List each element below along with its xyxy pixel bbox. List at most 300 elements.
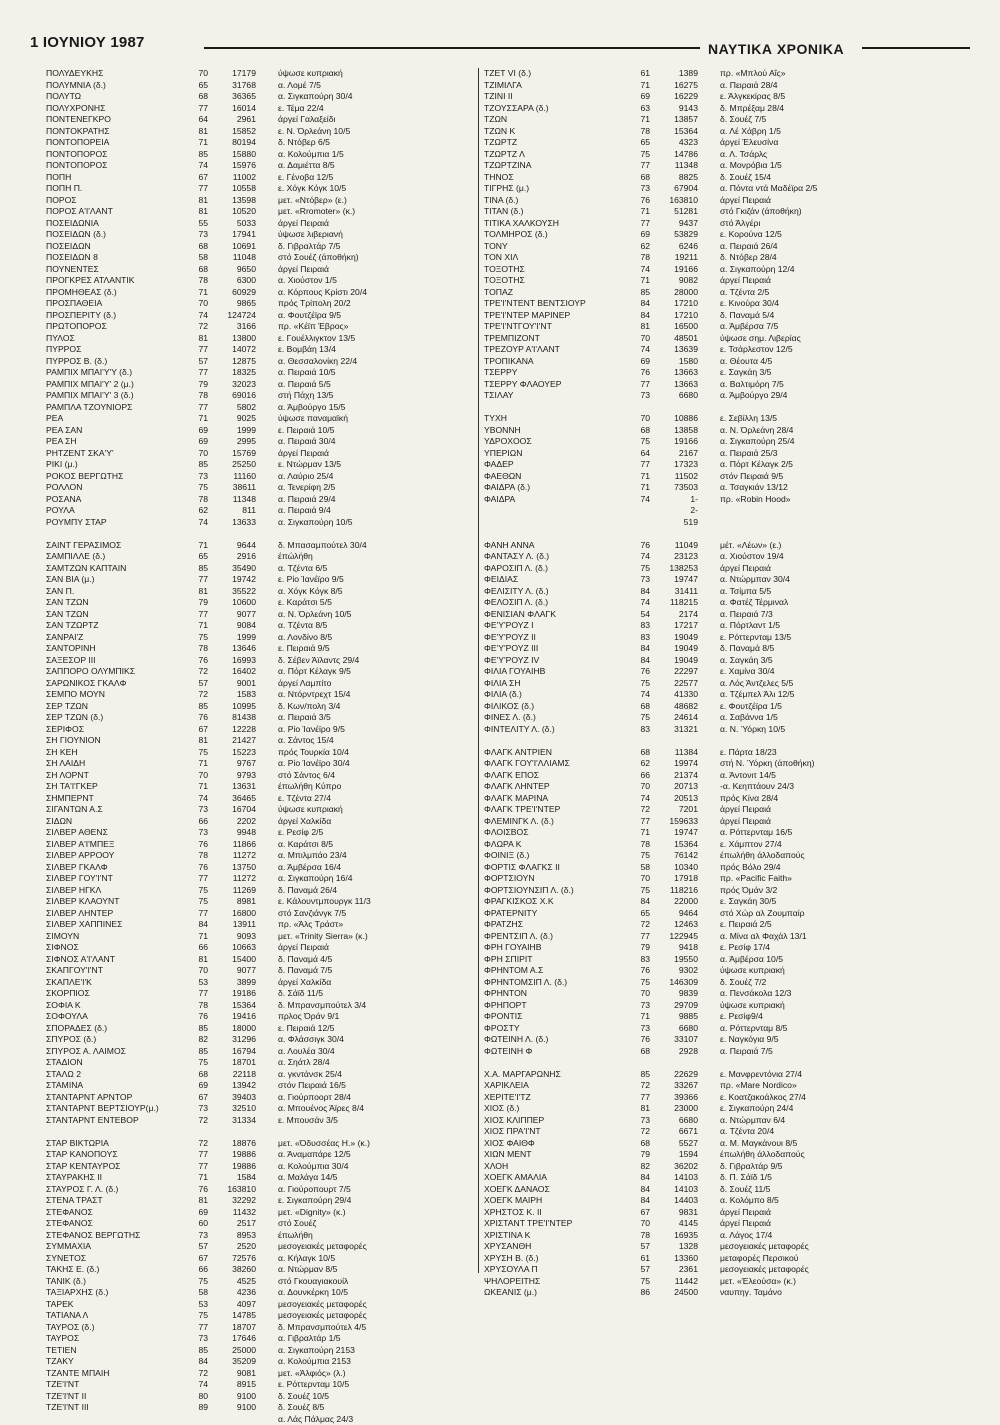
gross-tonnage: 11442 — [650, 1276, 720, 1288]
ship-status: ε. Ν. Όρλεάνη 10/5 — [278, 126, 350, 138]
gross-tonnage: 23000 — [650, 1103, 720, 1115]
ship-row — [484, 1149, 964, 1161]
ship-status: α. Πειραιά 26/4 — [720, 241, 778, 253]
ship-name: ΤΡΕ'Ι'ΝΤΕΝΤ ΒΕΝΤΣΙΟΥΡ — [484, 298, 620, 310]
gross-tonnage: 39366 — [650, 1092, 720, 1104]
ship-row — [46, 459, 478, 471]
ship-row — [484, 689, 964, 701]
gross-tonnage: 1328 — [650, 1241, 720, 1253]
ship-status: ε. Χόγκ Κόγκ 10/5 — [278, 183, 346, 195]
ship-name: ΦΕΛΙΣΙΤΥ Λ. (δ.) — [484, 586, 620, 598]
ship-status: ε. Πειραιά 2/5 — [720, 919, 772, 931]
ship-name: ΠΟΝΤΟΚΡΑΤΗΣ — [46, 126, 180, 138]
gross-tonnage: 4236 — [208, 1287, 278, 1299]
ship-status: πρλος Όράν 9/1 — [278, 1011, 339, 1023]
build-year: 73 — [620, 390, 650, 402]
ship-status: δ. Σουέζ 7/2 — [720, 977, 766, 989]
ship-row — [484, 298, 964, 310]
build-year: 77 — [620, 218, 650, 230]
ship-row — [46, 724, 478, 736]
ship-status: ε. Κάλουντμπουργκ 11/3 — [278, 896, 371, 908]
ship-status: α. Ρόττερνταμ 8/5 — [720, 1023, 787, 1035]
ship-row — [484, 367, 964, 379]
build-year: 75 — [180, 632, 208, 644]
ship-name: ΦΙΝΤΕΛΙΤΥ Λ. (δ.) — [484, 724, 620, 736]
gross-tonnage: 6680 — [650, 1115, 720, 1127]
ship-status: στό Άλγέρι — [720, 218, 760, 230]
ship-row — [484, 425, 964, 437]
gross-tonnage: 76142 — [650, 850, 720, 862]
gross-tonnage: 22297 — [650, 666, 720, 678]
ship-name: ΠΥΡΡΟΣ Β. (δ.) — [46, 356, 180, 368]
gross-tonnage: 124724 — [208, 310, 278, 322]
ship-row — [484, 597, 964, 609]
ship-status: α. Ντώρμπαν 30/4 — [720, 574, 790, 586]
ship-row — [484, 850, 964, 862]
build-year: 67 — [180, 1092, 208, 1104]
ship-status: α. Σηάτλ 28/4 — [278, 1057, 330, 1069]
ship-name: ΧΑΡΙΚΛΕΙΑ — [484, 1080, 620, 1092]
ship-name: ΤΑΡΕΚ — [46, 1299, 180, 1311]
gross-tonnage: 17179 — [208, 68, 278, 80]
ship-row — [46, 1391, 478, 1403]
ship-status: α. Τζέντα 20/4 — [720, 1126, 774, 1138]
build-year: 76 — [620, 666, 650, 678]
gross-tonnage: 18707 — [208, 1322, 278, 1334]
ship-status: ύψωσε κυπριακή — [720, 965, 785, 977]
gross-tonnage: 22000 — [650, 896, 720, 908]
build-year: 78 — [180, 275, 208, 287]
ship-row — [484, 356, 964, 368]
gross-tonnage: 9948 — [208, 827, 278, 839]
ship-status: ε. Ντώρμαν 13/5 — [278, 459, 341, 471]
gross-tonnage: 9084 — [208, 620, 278, 632]
ship-row — [46, 1057, 478, 1069]
build-year: 70 — [180, 298, 208, 310]
build-year: 69 — [180, 1207, 208, 1219]
gross-tonnage: 1580 — [650, 356, 720, 368]
ship-row — [46, 333, 478, 345]
ship-name: ΤΖΩΡΤΖ — [484, 137, 620, 149]
ship-status: έπωλήθη άλλοδαπούς — [720, 850, 805, 862]
ship-status: α. Πόρτ Κέλαγκ 9/5 — [278, 666, 351, 678]
ship-status: α. Ν. Όρλεάνη 10/5 — [278, 609, 351, 621]
ship-name: ΡΟΥΜΠΥ ΣΤΑΡ — [46, 517, 180, 529]
build-year: 72 — [620, 1126, 650, 1138]
build-year: 76 — [180, 839, 208, 851]
ship-name: ΦΛΕΜΙΝΓΚ Λ. (δ.) — [484, 816, 620, 828]
ship-row — [46, 1046, 478, 1058]
build-year: 62 — [180, 505, 208, 517]
ship-status: άργεί Πειραιά — [720, 1207, 771, 1219]
ship-status: α. Σιγκαπούρη 25/4 — [720, 436, 795, 448]
ship-status: α. Ρόττερνταμ 16/5 — [720, 827, 792, 839]
build-year: 85 — [620, 1069, 650, 1081]
ship-name: ΡΑΜΠΙΧ ΜΠΑΙ'Υ'Υ (δ.) — [46, 367, 180, 379]
ship-row — [46, 1218, 478, 1230]
gross-tonnage: 11866 — [208, 839, 278, 851]
ship-name: ΤΖΙΝΙ ΙΙ — [484, 91, 620, 103]
gross-tonnage: 22577 — [650, 678, 720, 690]
build-year: 71 — [180, 781, 208, 793]
gross-tonnage: 13598 — [208, 195, 278, 207]
gross-tonnage: 13631 — [208, 781, 278, 793]
gross-tonnage: 10558 — [208, 183, 278, 195]
ship-name: ΣΠΟΡΑΔΕΣ (δ.) — [46, 1023, 180, 1035]
ship-name: ΤΟΞΟΤΗΣ — [484, 275, 620, 287]
ship-status: άργεί Χαλκίδα — [278, 816, 331, 828]
ship-status: ναυπηγ. Ταμάνο — [720, 1287, 782, 1299]
gross-tonnage: 35490 — [208, 563, 278, 575]
ship-row — [46, 1149, 478, 1161]
build-year: 68 — [620, 172, 650, 184]
ship-name: ΦΛΑΓΚ ΜΑΡΙΝΑ — [484, 793, 620, 805]
ship-name: ΣΤΑΝΤΑΡΝΤ ΕΝΤΕΒΟΡ — [46, 1115, 180, 1127]
build-year: 77 — [180, 402, 208, 414]
gross-tonnage: 31296 — [208, 1034, 278, 1046]
build-year: 57 — [180, 1241, 208, 1253]
ship-status: α. Πειραιά 30/4 — [278, 436, 336, 448]
ship-status: α. Τενερίφη 2/5 — [278, 482, 335, 494]
ship-row — [484, 1069, 964, 1081]
ship-row — [46, 114, 478, 126]
ship-status: ε. Ρεσίφ 2/5 — [278, 827, 323, 839]
build-year: 75 — [180, 885, 208, 897]
ship-row — [46, 448, 478, 460]
ship-section — [46, 68, 478, 528]
ship-status: ε. Βομβάη 13/4 — [278, 344, 336, 356]
ship-row — [484, 839, 964, 851]
ship-name: ΣΙΛΒΕΡ Α'Ι'ΜΠΕΞ — [46, 839, 180, 851]
ship-name: ΡΟΥΛΑ — [46, 505, 180, 517]
build-year: 81 — [180, 126, 208, 138]
ship-status: ε. Ρόττερνταμ 10/5 — [278, 1379, 349, 1391]
gross-tonnage: 2202 — [208, 816, 278, 828]
gross-tonnage: 60929 — [208, 287, 278, 299]
gross-tonnage: 6671 — [650, 1126, 720, 1138]
build-year: 77 — [180, 103, 208, 115]
build-year: 77 — [620, 160, 650, 172]
ship-row — [484, 80, 964, 92]
build-year: 75 — [620, 1276, 650, 1288]
build-year: 62 — [620, 758, 650, 770]
ship-row — [46, 275, 478, 287]
ship-status: δ. Σάϊδ 11/5 — [278, 988, 323, 1000]
ship-row — [46, 551, 478, 563]
ship-status: α. Ν. Ύόρκη 10/5 — [720, 724, 785, 736]
ship-row — [46, 540, 478, 552]
gross-tonnage: 16993 — [208, 655, 278, 667]
build-year: 75 — [620, 436, 650, 448]
ship-name: ΥΔΡΟΧΟΟΣ — [484, 436, 620, 448]
ship-name: ΦΡΑΤΕΡΝΙΤΥ — [484, 908, 620, 920]
ship-name: ΧΙΟΣ ΚΛΙΠΠΕΡ — [484, 1115, 620, 1127]
ship-row — [46, 804, 478, 816]
gross-tonnage: 8915 — [208, 1379, 278, 1391]
ship-name: ΤΣΙΛΑΥ — [484, 390, 620, 402]
gross-tonnage: 16704 — [208, 804, 278, 816]
ship-name: ΣΙΦΝΟΣ Α'Ι'ΛΑΝΤ — [46, 954, 180, 966]
ship-name: ΤΖΙΜΙΛΓΑ — [484, 80, 620, 92]
ship-name: ΤΣΕΡΡΥ ΦΛΑΟΥΕΡ — [484, 379, 620, 391]
build-year: 84 — [620, 310, 650, 322]
ship-name: ΦΡΟΝΤΙΣ — [484, 1011, 620, 1023]
ship-row — [484, 149, 964, 161]
gross-tonnage: 19166 — [650, 436, 720, 448]
gross-tonnage: 19550 — [650, 954, 720, 966]
ship-row — [46, 298, 478, 310]
ship-name: ΣΕΡ ΤΖΩΝ — [46, 701, 180, 713]
build-year: 61 — [620, 1253, 650, 1265]
build-year: 75 — [180, 1276, 208, 1288]
ship-name: ΧΛΟΗ — [484, 1161, 620, 1173]
ship-name: ΠΟΛΥΧΡΟΝΗΣ — [46, 103, 180, 115]
gross-tonnage: 31334 — [208, 1115, 278, 1127]
ship-status: στή Ν. Ύόρκη (άποθήκη) — [720, 758, 814, 770]
ship-row — [46, 655, 478, 667]
gross-tonnage: 72576 — [208, 1253, 278, 1265]
gross-tonnage: 11049 — [650, 540, 720, 552]
gross-tonnage: 13858 — [650, 425, 720, 437]
gross-tonnage: 14785 — [208, 1310, 278, 1322]
build-year: 58 — [180, 1287, 208, 1299]
ship-name: ΣΤΑΜΙΝΑ — [46, 1080, 180, 1092]
ship-row — [484, 770, 964, 782]
ship-status: ε. Σαγκάη 30/5 — [720, 896, 776, 908]
gross-tonnage: 16275 — [650, 80, 720, 92]
ship-section — [484, 747, 964, 1058]
ship-status: δ. Σέβεν Άϊλαντς 29/4 — [278, 655, 359, 667]
build-year: 68 — [180, 91, 208, 103]
ship-status: α. Λομέ 7/5 — [278, 80, 321, 92]
build-year: 73 — [620, 183, 650, 195]
ship-name: ΠΟΥΝΕΝΤΕΣ — [46, 264, 180, 276]
ship-status: δ. Παναμά 7/5 — [278, 965, 332, 977]
ship-status: α. Πενσάκολα 12/3 — [720, 988, 791, 1000]
ship-row — [46, 1023, 478, 1035]
gross-tonnage: 12228 — [208, 724, 278, 736]
ship-name: ΣΥΜΜΑΧΙΑ — [46, 1241, 180, 1253]
gross-tonnage: 5802 — [208, 402, 278, 414]
ship-row — [46, 977, 478, 989]
gross-tonnage: 1999 — [208, 632, 278, 644]
ship-name: ΤΙΓΡΗΣ (μ.) — [484, 183, 620, 195]
ship-row — [484, 103, 964, 115]
ship-name: ΦΙΝΕΣ Λ. (δ.) — [484, 712, 620, 724]
gross-tonnage: 32023 — [208, 379, 278, 391]
ship-name: ΣΙΛΒΕΡ ΧΑΠΠΙΝΕΣ — [46, 919, 180, 931]
build-year: 74 — [180, 793, 208, 805]
ship-row — [484, 620, 964, 632]
ship-name: ΦΡΟΣΤΥ — [484, 1023, 620, 1035]
build-year: 85 — [180, 459, 208, 471]
gross-tonnage: 11432 — [208, 1207, 278, 1219]
build-year: 68 — [620, 701, 650, 713]
gross-tonnage: 16800 — [208, 908, 278, 920]
ship-row — [46, 252, 478, 264]
ship-status: δ. Σουέζ 8/5 — [278, 1402, 324, 1414]
gross-tonnage: 15769 — [208, 448, 278, 460]
ship-status: α. Κολόμπο 8/5 — [720, 1195, 779, 1207]
gross-tonnage: 18325 — [208, 367, 278, 379]
build-year: 70 — [180, 68, 208, 80]
ship-status: δ. Παναμά 26/4 — [278, 885, 337, 897]
ship-status: δ. Γιβραλτάρ 7/5 — [278, 241, 340, 253]
ship-row — [484, 287, 964, 299]
ship-name: ΤΖΩΝ Κ — [484, 126, 620, 138]
gross-tonnage: 19166 — [650, 264, 720, 276]
ship-row — [46, 149, 478, 161]
ship-row — [484, 586, 964, 598]
ship-status: ύψωσε κυπριακή — [720, 1000, 785, 1012]
ship-name: ΠΟΣΕΙΔΩΝ — [46, 241, 180, 253]
ship-row — [484, 321, 964, 333]
gross-tonnage: 18701 — [208, 1057, 278, 1069]
gross-tonnage: 19049 — [650, 632, 720, 644]
ship-status: μεταφορές Περσικού — [720, 1253, 798, 1265]
ship-status: α. Σιγκαπούρη 16/4 — [278, 873, 353, 885]
gross-tonnage: 13911 — [208, 919, 278, 931]
gross-tonnage: 13663 — [650, 379, 720, 391]
build-year: 78 — [180, 643, 208, 655]
build-year: 71 — [180, 620, 208, 632]
ship-row — [46, 597, 478, 609]
ship-status: πρός Βόλο 29/4 — [720, 862, 781, 874]
build-year: 75 — [180, 896, 208, 908]
ship-row — [46, 770, 478, 782]
ship-status: α. Σιγκαπούρη 12/4 — [720, 264, 795, 276]
ship-row — [46, 942, 478, 954]
build-year: 77 — [180, 908, 208, 920]
build-year: 69 — [180, 1080, 208, 1092]
ship-row — [46, 517, 478, 529]
ship-row — [484, 275, 964, 287]
gross-tonnage: 35209 — [208, 1356, 278, 1368]
ship-row — [484, 195, 964, 207]
ship-name: ΦΑΙΔΡΑ — [484, 494, 620, 506]
gross-tonnage: 4525 — [208, 1276, 278, 1288]
ship-status: πρ. «Mare Nordico» — [720, 1080, 797, 1092]
ship-name: ΣΤΑΛΩ 2 — [46, 1069, 180, 1081]
ship-name: ΠΟΛΥΔΕΥΚΗΣ — [46, 68, 180, 80]
build-year: 71 — [180, 758, 208, 770]
ship-status: α. Λός Άντζελες 5/5 — [720, 678, 793, 690]
ship-name: ΤΡΕ'Ι'ΝΤΓΟΥ'Ι'ΝΤ — [484, 321, 620, 333]
gross-tonnage: 20713 — [650, 781, 720, 793]
build-year: 68 — [620, 1138, 650, 1150]
gross-tonnage: 14103 — [650, 1172, 720, 1184]
gross-tonnage: 31321 — [650, 724, 720, 736]
build-year: 81 — [180, 954, 208, 966]
ship-name: ΤΑΥΡΟΣ — [46, 1333, 180, 1345]
ship-status: α. Λάς Πάλμας 24/3 — [278, 1414, 353, 1425]
build-year: 81 — [180, 333, 208, 345]
ship-name: ΤΑΥΡΟΣ (δ.) — [46, 1322, 180, 1334]
ship-status: α. Φλάσσιγκ 30/4 — [278, 1034, 344, 1046]
ship-name: ΣΙΛΒΕΡ ΛΗΝΤΕΡ — [46, 908, 180, 920]
ship-name: ΠΟΣΕΙΔΩΝ 8 — [46, 252, 180, 264]
ship-name: ΦΛΩΡΑ Κ — [484, 839, 620, 851]
ship-name: Χ.Α. ΜΑΡΓΑΡΩΝΗΣ — [484, 1069, 620, 1081]
ship-row — [484, 1253, 964, 1265]
ship-name: ΤΑΚΗΣ Ε. (δ.) — [46, 1264, 180, 1276]
build-year: 74 — [620, 344, 650, 356]
ship-name: ΣΙΛΒΕΡ ΓΚΑΛΦ — [46, 862, 180, 874]
ship-row — [46, 218, 478, 230]
ship-status: α. Θεσσαλονίκη 22/4 — [278, 356, 357, 368]
gross-tonnage: 122945 — [650, 931, 720, 943]
ship-name: ΤΖΑΚΥ — [46, 1356, 180, 1368]
ship-name: ΣΑΜΠΙΛΛΕ (δ.) — [46, 551, 180, 563]
build-year: 63 — [620, 103, 650, 115]
ship-row — [46, 1402, 478, 1414]
ship-name: ΤΟΞΟΤΗΣ — [484, 264, 620, 276]
ship-row — [46, 68, 478, 80]
ship-name: ΤΟΠΑΖ — [484, 287, 620, 299]
ship-status: ε. Πάρτα 18/23 — [720, 747, 777, 759]
build-year: 73 — [620, 574, 650, 586]
ship-row — [46, 1207, 478, 1219]
gross-tonnage: 28000 — [650, 287, 720, 299]
ship-name: ΠΟΣΕΙΔΩΝΙΑ — [46, 218, 180, 230]
ship-row — [484, 1080, 964, 1092]
ship-name — [46, 1414, 180, 1425]
ship-status: α. Άμβέρσα 10/5 — [720, 954, 783, 966]
ship-name: ΠΟΝΤΟΠΟΡΕΙΑ — [46, 137, 180, 149]
ship-name: ΦΕ'Υ'ΡΟΥΖ Ι — [484, 620, 620, 632]
gross-tonnage: 10520 — [208, 206, 278, 218]
gross-tonnage: 2167 — [650, 448, 720, 460]
build-year: 77 — [180, 1322, 208, 1334]
gross-tonnage: 67904 — [650, 183, 720, 195]
ship-section — [46, 540, 478, 1127]
gross-tonnage: 2520 — [208, 1241, 278, 1253]
ship-status: άργεί Πειραιά — [720, 804, 771, 816]
ship-name: ΤΑΝΙΚ (δ.) — [46, 1276, 180, 1288]
ship-status: α. Καράτσι 8/5 — [278, 839, 333, 851]
gross-tonnage: 13942 — [208, 1080, 278, 1092]
gross-tonnage: 32510 — [208, 1103, 278, 1115]
ship-name: ΣΙΔΩΝ — [46, 816, 180, 828]
build-year: 81 — [620, 321, 650, 333]
ship-row — [46, 310, 478, 322]
ship-row — [484, 632, 964, 644]
gross-tonnage: 73503 — [650, 482, 720, 494]
ship-status: δ. Παναμά 8/5 — [720, 643, 774, 655]
ship-status: δ. Ντόβερ 28/4 — [720, 252, 777, 264]
build-year: 76 — [620, 195, 650, 207]
ship-status: α. Πόρτλαντ 1/5 — [720, 620, 780, 632]
ship-row — [46, 183, 478, 195]
ship-name: ΧΡΗΣΤΟΣ Κ. ΙΙ — [484, 1207, 620, 1219]
build-year: 66 — [180, 816, 208, 828]
ship-status: ε. Σιγκαπούρη 24/4 — [720, 1103, 793, 1115]
gross-tonnage: 16794 — [208, 1046, 278, 1058]
gross-tonnage: 9650 — [208, 264, 278, 276]
build-year: 81 — [180, 1195, 208, 1207]
build-year — [620, 517, 650, 529]
gross-tonnage: 118215 — [650, 597, 720, 609]
build-year: 75 — [620, 977, 650, 989]
ship-status: α. Χιούστον 1/5 — [278, 275, 337, 287]
ship-row — [46, 1345, 478, 1357]
ship-name: ΠΟΝΤΟΠΟΡΟΣ — [46, 149, 180, 161]
ship-row — [484, 1011, 964, 1023]
ship-row — [46, 827, 478, 839]
gross-tonnage: 36202 — [650, 1161, 720, 1173]
ship-name: ΠΥΡΡΟΣ — [46, 344, 180, 356]
build-year: 67 — [180, 172, 208, 184]
